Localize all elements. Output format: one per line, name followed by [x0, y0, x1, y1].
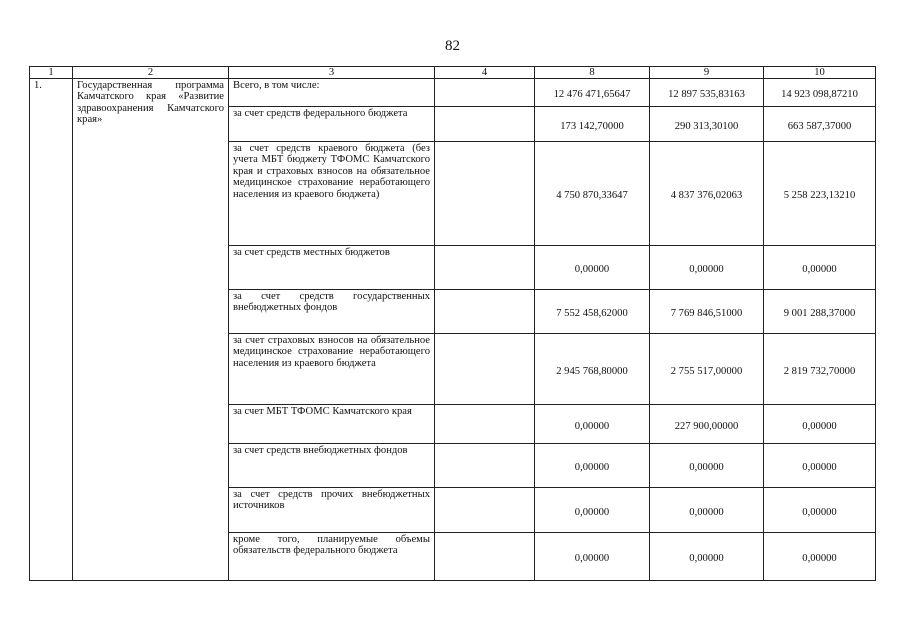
funding-source-label: за счет страховых взносов на обязательное медицинское страхование неработающего населения из краевого бюджета: [229, 334, 435, 405]
budget-table: [29, 66, 876, 581]
column-4-cell: [435, 334, 535, 405]
value-col-10: 0,00000: [764, 444, 876, 488]
value-col-10: 0,00000: [764, 488, 876, 533]
column-header: 9: [650, 67, 764, 79]
column-4-cell: [435, 246, 535, 290]
funding-source-label: Всего, в том числе:: [229, 79, 435, 107]
value-col-8: 4 750 870,33647: [535, 142, 650, 246]
value-col-8: 173 142,70000: [535, 107, 650, 142]
funding-source-label: за счет МБТ ТФОМС Камчатского края: [229, 405, 435, 444]
value-col-9: 0,00000: [650, 488, 764, 533]
value-col-10: 2 819 732,70000: [764, 334, 876, 405]
table-header-row: [30, 67, 876, 79]
column-header: 1: [30, 67, 73, 79]
column-header: 10: [764, 67, 876, 79]
table-row: [30, 79, 876, 107]
value-col-8: 2 945 768,80000: [535, 334, 650, 405]
value-col-10: 0,00000: [764, 405, 876, 444]
value-col-8: 0,00000: [535, 444, 650, 488]
column-4-cell: [435, 107, 535, 142]
funding-source-label: за счет средств государственных внебюджетных фондов: [229, 290, 435, 334]
value-col-9: 12 897 535,83163: [650, 79, 764, 107]
funding-source-label: кроме того, планируемые объемы обязательств федерального бюджета: [229, 533, 435, 581]
funding-source-label: за счет средств краевого бюджета (без учета МБТ бюджету ТФОМС Камчатского края и страховых взносов на обязательное медицинское страхование неработающего населения из краевого бюджета): [229, 142, 435, 246]
column-4-cell: [435, 488, 535, 533]
value-col-8: 0,00000: [535, 405, 650, 444]
page-number: 82: [445, 38, 460, 54]
value-col-9: 227 900,00000: [650, 405, 764, 444]
value-col-8: 0,00000: [535, 488, 650, 533]
value-col-10: 0,00000: [764, 533, 876, 581]
value-col-10: 663 587,37000: [764, 107, 876, 142]
column-4-cell: [435, 79, 535, 107]
column-4-cell: [435, 142, 535, 246]
value-col-10: 0,00000: [764, 246, 876, 290]
column-header: 2: [73, 67, 229, 79]
column-4-cell: [435, 405, 535, 444]
value-col-9: 4 837 376,02063: [650, 142, 764, 246]
value-col-10: 5 258 223,13210: [764, 142, 876, 246]
value-col-8: 0,00000: [535, 246, 650, 290]
program-index: 1.: [30, 79, 73, 581]
column-header: 8: [535, 67, 650, 79]
value-col-9: 7 769 846,51000: [650, 290, 764, 334]
value-col-9: 0,00000: [650, 444, 764, 488]
funding-source-label: за счет средств прочих внебюджетных источников: [229, 488, 435, 533]
funding-source-label: за счет средств внебюджетных фондов: [229, 444, 435, 488]
value-col-10: 9 001 288,37000: [764, 290, 876, 334]
value-col-8: 12 476 471,65647: [535, 79, 650, 107]
funding-source-label: за счет средств федерального бюджета: [229, 107, 435, 142]
value-col-8: 7 552 458,62000: [535, 290, 650, 334]
value-col-9: 290 313,30100: [650, 107, 764, 142]
value-col-9: 0,00000: [650, 533, 764, 581]
value-col-9: 0,00000: [650, 246, 764, 290]
column-header: 4: [435, 67, 535, 79]
program-name: Государственная программа Камчатского края «Развитие здравоохранения Камчатского края»: [73, 79, 229, 581]
column-4-cell: [435, 444, 535, 488]
column-4-cell: [435, 533, 535, 581]
column-4-cell: [435, 290, 535, 334]
column-header: 3: [229, 67, 435, 79]
value-col-8: 0,00000: [535, 533, 650, 581]
funding-source-label: за счет средств местных бюджетов: [229, 246, 435, 290]
value-col-9: 2 755 517,00000: [650, 334, 764, 405]
value-col-10: 14 923 098,87210: [764, 79, 876, 107]
